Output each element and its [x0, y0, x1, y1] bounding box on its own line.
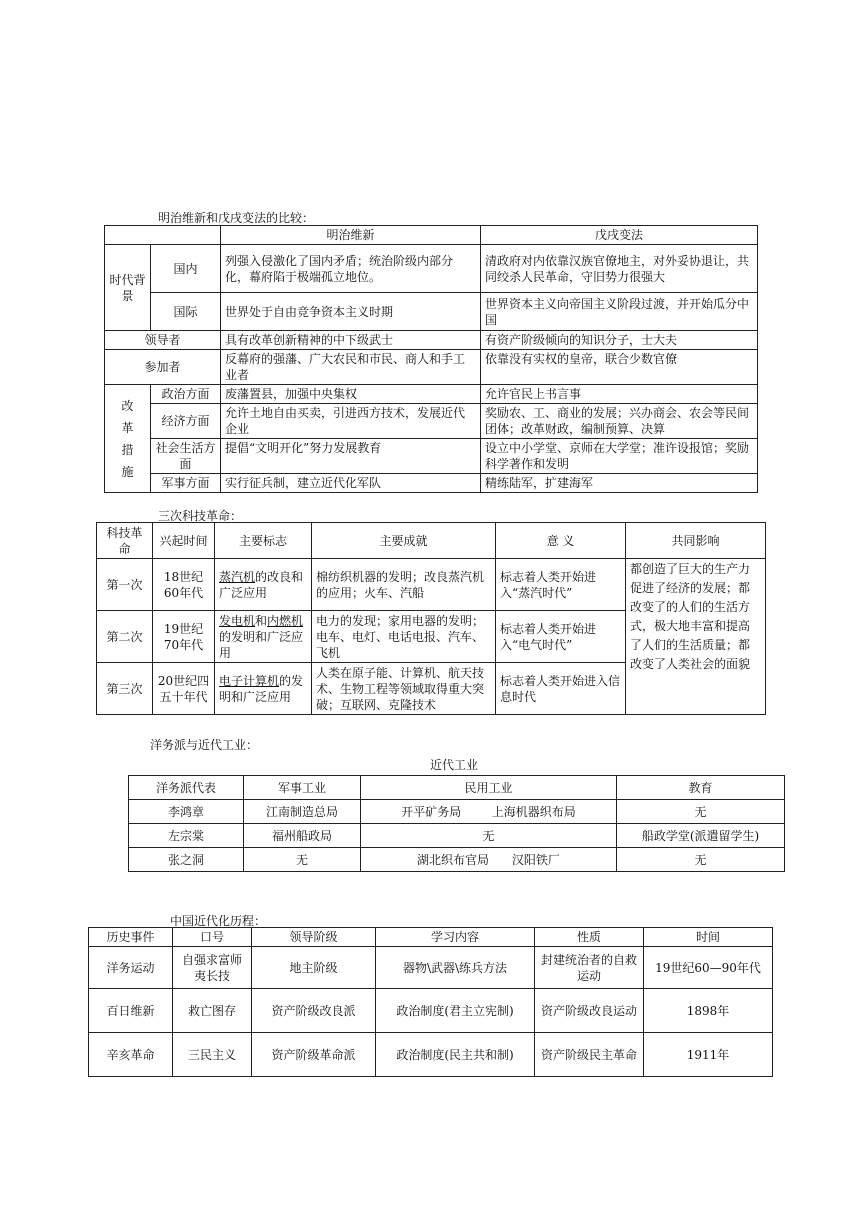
modernization-caption: 中国近代化历程：	[170, 914, 267, 928]
event-slogan: 救亡图存	[173, 989, 252, 1033]
header-learning-content: 学习内容	[376, 928, 535, 947]
event-nature: 封建统治者的自救运动	[535, 947, 644, 989]
mark-rest: 的发明和广泛应用	[219, 673, 304, 704]
westernization-table	[128, 775, 785, 872]
modernization-table	[88, 927, 773, 1077]
economy-meiji: 允许土地自由买卖，引进西方技术，发展近代企业	[221, 404, 481, 439]
mark-and: 和	[255, 613, 268, 628]
reform-measures-label	[105, 385, 151, 493]
event-nature: 资产阶级改良运动	[535, 989, 644, 1033]
military-label: 军事方面	[151, 474, 221, 493]
header-slogan: 口号	[173, 928, 252, 947]
revolution-meaning: 标志着人类开始进入“蒸汽时代”	[496, 559, 626, 611]
header-meiji: 明治维新	[221, 226, 481, 245]
event-time: 1898年	[644, 989, 773, 1033]
header-civil-industry: 民用工业	[361, 776, 617, 800]
mark-underlined-2: 内燃机	[267, 613, 304, 628]
event-slogan: 自强求富师夷长技	[173, 947, 252, 989]
international-wuxu: 世界资本主义向帝国主义阶段过渡，并开始瓜分中国	[481, 293, 758, 331]
header-education: 教育	[617, 776, 785, 800]
participants-wuxu: 依靠没有实权的皇帝，联合少数官僚	[481, 350, 758, 385]
event-name: 百日维新	[89, 989, 173, 1033]
domestic-meiji: 列强入侵激化了国内矛盾；统治阶级内部分化，幕府陷于极端孤立地位。	[221, 245, 481, 293]
revolution-achievements: 人类在原子能、计算机、航天技术、生物工程等领域取得重大突破；互联网、克隆技术	[312, 663, 496, 715]
international-label: 国际	[151, 293, 221, 331]
header-revolution: 科技革命	[97, 523, 153, 559]
leader-wuxu: 有资产阶级倾向的知识分子，士大夫	[481, 331, 758, 350]
mark-underlined: 电子计算机	[219, 673, 280, 688]
event-time: 1911年	[644, 1033, 773, 1077]
header-representative: 洋务派代表	[129, 776, 244, 800]
header-meaning: 意 义	[496, 523, 626, 559]
modern-industry-title: 近代工业	[429, 758, 478, 772]
education: 无	[617, 848, 785, 872]
revolution-name: 第一次	[97, 559, 153, 611]
leader-meiji: 具有改革创新精神的中下级武士	[221, 331, 481, 350]
society-label: 社会生活方面	[151, 439, 221, 474]
revolution-time: 20世纪四五十年代	[153, 663, 215, 715]
society-meiji: 提倡“文明开化”努力发展教育	[221, 439, 481, 474]
representative-name: 左宗棠	[129, 824, 244, 848]
domestic-label: 国内	[151, 245, 221, 293]
event-leading-class: 资产阶级改良派	[252, 989, 376, 1033]
header-time: 兴起时间	[153, 523, 215, 559]
header-wuxu: 戊戌变法	[481, 226, 758, 245]
reform-char: 措	[121, 442, 134, 457]
international-meiji: 世界处于自由竞争资本主义时期	[221, 293, 481, 331]
politics-meiji: 废藩置县，加强中央集权	[221, 385, 481, 404]
politics-label: 政治方面	[151, 385, 221, 404]
event-slogan: 三民主义	[173, 1033, 252, 1077]
mark-underlined: 发电机	[219, 613, 256, 628]
representative-name: 李鸿章	[129, 800, 244, 824]
revolution-meaning: 标志着人类开始进入信息时代	[496, 663, 626, 715]
header-military-industry: 军事工业	[244, 776, 361, 800]
education: 船政学堂(派遣留学生)	[617, 824, 785, 848]
header-time: 时间	[644, 928, 773, 947]
header-achievements: 主要成就	[312, 523, 496, 559]
leader-label: 领导者	[105, 331, 221, 350]
military-industry: 无	[244, 848, 361, 872]
military-industry: 江南制造总局	[244, 800, 361, 824]
background-group-label: 时代背景	[105, 245, 151, 331]
participants-label: 参加者	[105, 350, 221, 385]
military-wuxu: 精练陆军，扩建海军	[481, 474, 758, 493]
common-impact: 都创造了巨大的生产力促进了经济的发展；都改变了的人们的生活方式，极大地丰富和提高了人们的生活质量；都改变了人类社会的面貌	[626, 559, 766, 715]
representative-name: 张之洞	[129, 848, 244, 872]
westernization-caption: 洋务派与近代工业：	[150, 738, 259, 752]
economy-wuxu: 奖励农、工、商业的发展；兴办商会、农会等民间团体；改革财政，编制预算、决算	[481, 404, 758, 439]
education: 无	[617, 800, 785, 824]
event-leading-class: 地主阶级	[252, 947, 376, 989]
tech-revolution-caption: 三次科技革命：	[158, 509, 243, 523]
event-nature: 资产阶级民主革命	[535, 1033, 644, 1077]
civil-industry: 开平矿务局 上海机器织布局	[361, 800, 617, 824]
reform-char: 改	[121, 398, 134, 413]
event-name: 洋务运动	[89, 947, 173, 989]
event-name: 辛亥革命	[89, 1033, 173, 1077]
revolution-name: 第三次	[97, 663, 153, 715]
header-mark: 主要标志	[215, 523, 312, 559]
meiji-wuxu-caption: 明治维新和戊戌变法的比较：	[158, 211, 315, 225]
mark-underlined: 蒸汽机	[219, 569, 256, 584]
revolution-mark	[215, 559, 312, 611]
blank-header	[105, 226, 221, 245]
tech-revolution-table	[96, 522, 766, 715]
revolution-meaning: 标志着人类开始进入“电气时代”	[496, 611, 626, 663]
civil-industry: 无	[361, 824, 617, 848]
reform-char: 施	[121, 464, 134, 479]
revolution-name: 第二次	[97, 611, 153, 663]
header-event: 历史事件	[89, 928, 173, 947]
participants-meiji: 反幕府的强藩、广大农民和市民、商人和手工业者	[221, 350, 481, 385]
mark-rest: 的发明和广泛应用	[219, 629, 304, 660]
society-wuxu: 设立中小学堂、京师在大学堂；准许设报馆；奖励科学著作和发明	[481, 439, 758, 474]
mark-rest: 的改良和广泛应用	[219, 569, 304, 600]
event-learning-content: 政治制度(君主立宪制)	[376, 989, 535, 1033]
military-meiji: 实行征兵制，建立近代化军队	[221, 474, 481, 493]
civil-industry: 湖北织布官局 汉阳铁厂	[361, 848, 617, 872]
event-leading-class: 资产阶级革命派	[252, 1033, 376, 1077]
revolution-achievements: 电力的发现；家用电器的发明；电车、电灯、电话电报、汽车、飞机	[312, 611, 496, 663]
revolution-time: 18世纪60年代	[153, 559, 215, 611]
economy-label: 经济方面	[151, 404, 221, 439]
event-time: 19世纪60—90年代	[644, 947, 773, 989]
revolution-mark	[215, 663, 312, 715]
header-common-impact: 共同影响	[626, 523, 766, 559]
reform-char: 革	[121, 420, 134, 435]
event-learning-content: 器物\武器\练兵方法	[376, 947, 535, 989]
event-learning-content: 政治制度(民主共和制)	[376, 1033, 535, 1077]
revolution-mark	[215, 611, 312, 663]
politics-wuxu: 允许官民上书言事	[481, 385, 758, 404]
revolution-achievements: 棉纺织机器的发明；改良蒸汽机的应用；火车、汽船	[312, 559, 496, 611]
revolution-time: 19世纪70年代	[153, 611, 215, 663]
domestic-wuxu: 清政府对内依靠汉族官僚地主，对外妥协退让，共同绞杀人民革命，守旧势力很强大	[481, 245, 758, 293]
header-nature: 性质	[535, 928, 644, 947]
military-industry: 福州船政局	[244, 824, 361, 848]
meiji-wuxu-table	[104, 225, 758, 493]
header-leading-class: 领导阶级	[252, 928, 376, 947]
